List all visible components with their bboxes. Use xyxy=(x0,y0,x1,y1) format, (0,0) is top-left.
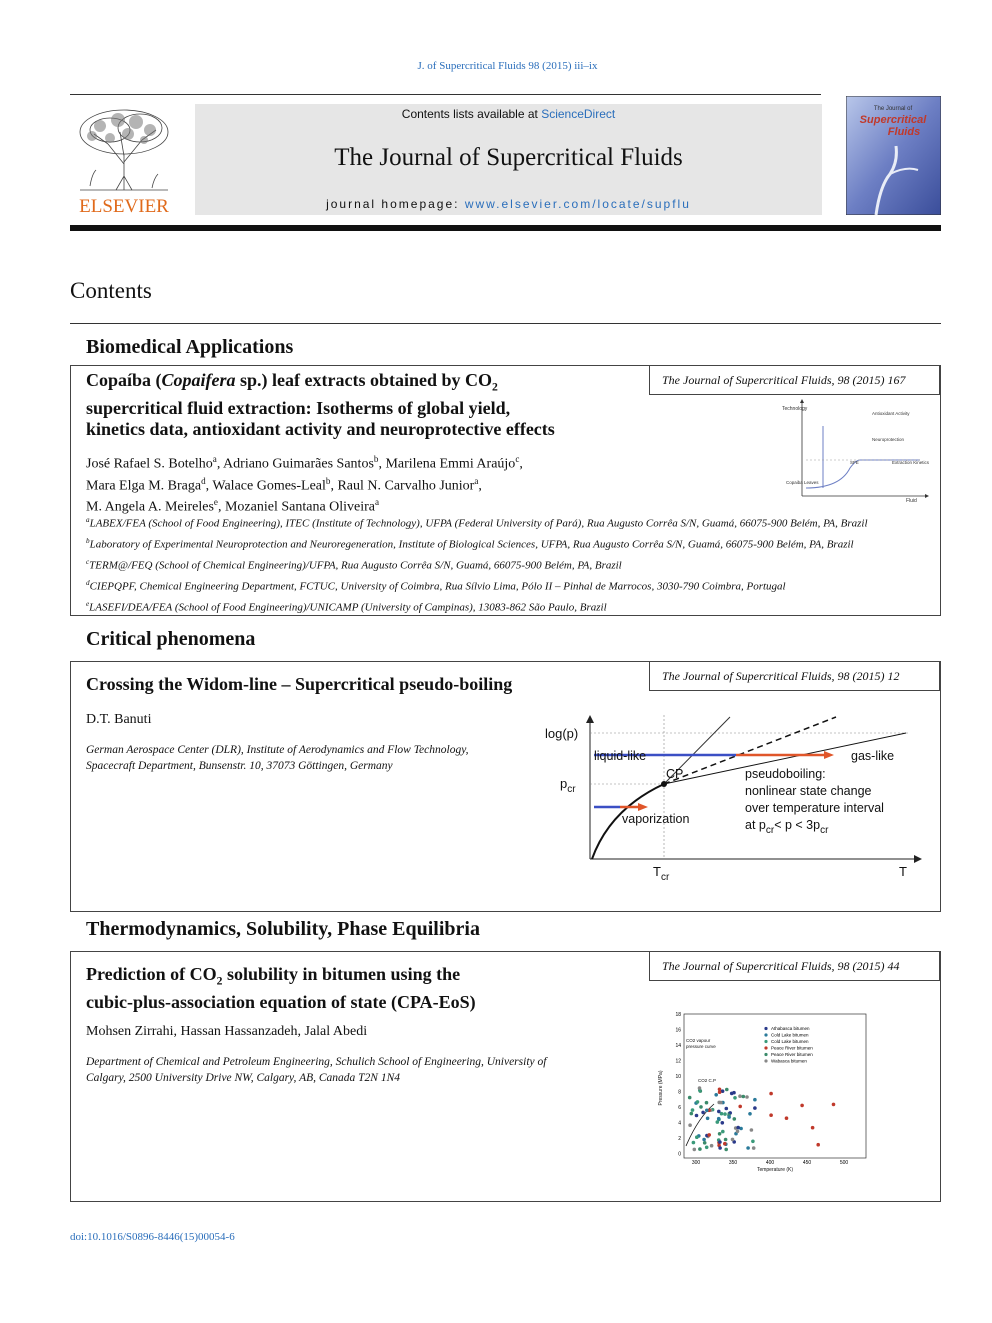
ga3-x-tick: 450 xyxy=(802,1160,812,1166)
ga3-data-point xyxy=(703,1141,707,1145)
article-title-bitumen[interactable] xyxy=(86,964,646,1013)
ga1-label-copaiba: Copaiba Leaves xyxy=(786,480,819,485)
affiliation-line: Spacecraft Department, Bunsenstr. 10, 37073 Göttingen, Germany xyxy=(86,760,393,772)
title-part: sp.) leaf extracts obtained by CO xyxy=(235,370,492,390)
ga3-data-point xyxy=(748,1112,752,1116)
title-italic: Copaifera xyxy=(161,370,236,390)
ga3-data-point xyxy=(752,1146,756,1150)
ga3-data-point xyxy=(718,1140,722,1144)
article-authors-copaiba: José Rafael S. Botelho$^a$, Adriano Guimarães Santos$^b$, Marilena Emmi Araújo$^c$, Mara Elga M. Braga$^d$, Walace Gomes-Leal$^b$, Raul N. Carvalho Junior$^a$, M. Angela A. Meireles$^e$, Mozaniel Santana Oliveira$^a$ xyxy=(86,454,523,515)
title-subscript: 2 xyxy=(492,380,498,394)
section-heading-thermo: Thermodynamics, Solubility, Phase Equilibria xyxy=(86,918,480,940)
article-title-copaiba[interactable] xyxy=(86,370,646,440)
ga3-data-point xyxy=(706,1117,710,1121)
publisher-name: ELSEVIER xyxy=(79,196,169,216)
affiliation-line: Department of Chemical and Petroleum Engineering, Schulich School of Engineering, University of xyxy=(86,1056,547,1068)
ga3-data-point xyxy=(695,1114,699,1118)
ga3-x-tick: 350 xyxy=(728,1160,738,1166)
ga3-y-tick: 12 xyxy=(675,1058,681,1065)
cover-image xyxy=(846,96,941,215)
ga3-data-point xyxy=(692,1141,696,1145)
ga3-legend-label: Cold Lake bitumen xyxy=(771,1039,809,1044)
ga3-data-point xyxy=(710,1144,714,1148)
ga3-data-point xyxy=(721,1121,725,1125)
ga3-legend-label: Athabasca bitumen xyxy=(771,1026,810,1031)
ga3-y-tick: 2 xyxy=(678,1136,681,1142)
affiliation-b: $^b$Laboratory of Experimental Neuroprotection and Neuroregeneration, Institute of Biological Sciences, UFPA, Rua Augusto Corrêa S/N, Guamá, 66075-900 Belém, PA, Brazil xyxy=(86,537,854,551)
ga3-data-point xyxy=(725,1107,729,1111)
title-subscript: 2 xyxy=(216,974,223,988)
ga3-data-point xyxy=(695,1135,699,1139)
ga3-legend-marker xyxy=(764,1040,767,1043)
ga3-data-point xyxy=(769,1092,773,1096)
affiliation-e: $^e$LASEFI/DEA/FEA (School of Food Engineering)/UNICAMP (University of Campinas), 13083-862 São Paulo, Brazil xyxy=(86,600,607,614)
ga2-pseudo-2: nonlinear state change xyxy=(745,784,872,798)
ga1-y-label: Technology xyxy=(782,406,808,412)
ga3-data-point xyxy=(721,1130,725,1134)
ga3-y-tick: 10 xyxy=(675,1074,681,1080)
ga3-data-point xyxy=(832,1103,836,1107)
title-line: cubic-plus-association equation of state (CPA-EoS) xyxy=(86,991,476,1012)
elsevier-logo[interactable] xyxy=(70,104,178,216)
ga3-data-point xyxy=(738,1105,742,1109)
ga3-data-point xyxy=(690,1112,694,1116)
ga3-data-point xyxy=(742,1095,746,1099)
ga3-data-point xyxy=(730,1092,734,1096)
ga2-pseudo-4: at $p_{cr}< p < 3p_{cr}$ xyxy=(745,818,829,836)
section-heading-critical: Critical phenomena xyxy=(86,628,256,650)
ga3-vapour-label-1: CO2 vapour xyxy=(686,1038,711,1043)
ga2-vaporization: vaporization xyxy=(622,812,690,826)
ga3-legend-marker xyxy=(764,1053,767,1056)
ga2-pseudo-3: over temperature interval xyxy=(745,801,884,815)
article-affiliation-bitumen xyxy=(86,1054,546,1086)
ga1-label-antioxidant: Antioxidant Activity xyxy=(872,411,910,416)
ga3-legend-label: Cold Lake bitumen xyxy=(771,1032,809,1038)
title-part: solubility in bitumen using the xyxy=(222,964,461,984)
ga3-data-point xyxy=(723,1112,727,1116)
ga3-y-label: Pressure (MPa) xyxy=(658,1070,664,1106)
ga3-y-tick: 6 xyxy=(678,1105,681,1111)
homepage-label: journal homepage: xyxy=(326,197,465,211)
ga3-data-point xyxy=(811,1126,815,1130)
graphical-abstract-diagram xyxy=(780,398,930,504)
article-citation-bitumen[interactable]: The Journal of Supercritical Fluids, 98 (2015) 44 xyxy=(649,951,940,981)
affiliation-line: German Aerospace Center (DLR), Institute of Aerodynamics and Flow Technology, xyxy=(86,744,469,756)
ga3-data-point xyxy=(746,1146,750,1150)
cover-title-main: Supercritical xyxy=(859,114,927,126)
ga3-data-point xyxy=(698,1147,702,1151)
ga3-data-point xyxy=(733,1117,737,1121)
ga3-data-point xyxy=(736,1126,740,1130)
ga3-data-point xyxy=(733,1096,737,1100)
header-rule xyxy=(70,94,821,95)
ga3-data-point xyxy=(696,1100,700,1104)
ga3-data-point xyxy=(745,1095,749,1099)
ga3-y-tick: 8 xyxy=(678,1089,681,1096)
ga2-pcr-label: $p_{cr}$ xyxy=(560,776,576,795)
title-line: supercritical fluid extraction: Isotherms of global yield, xyxy=(86,397,511,418)
author: M. Angela A. Meireles xyxy=(86,499,214,515)
page-title: Contents xyxy=(70,278,152,303)
journal-name: The Journal of Supercritical Fluids xyxy=(334,144,683,171)
ga3-data-point xyxy=(738,1094,742,1098)
ga3-legend-marker xyxy=(764,1033,767,1036)
ga3-data-point xyxy=(719,1101,723,1105)
ga3-data-point xyxy=(698,1086,702,1090)
homepage-link[interactable]: www.elsevier.com/locate/supflu xyxy=(464,197,691,211)
ga3-y-tick: 14 xyxy=(675,1043,681,1049)
affiliation-c: $^c$TERM@/FEQ (School of Chemical Engineering)/UFPA, Rua Augusto Corrêa S/N, Guamá, 66075-900 Belém, PA, Brazil xyxy=(86,558,622,572)
ga2-liquid-like: liquid-like xyxy=(594,749,647,763)
ga3-legend-marker xyxy=(764,1046,767,1049)
ga3-data-point xyxy=(751,1140,755,1144)
journal-cover[interactable] xyxy=(846,96,941,215)
doi-link[interactable]: doi:10.1016/S0896-8446(15)00054-6 xyxy=(70,1231,235,1243)
ga3-legend-label: Peace River bitumen xyxy=(771,1052,813,1057)
ga2-tcr-label: $T_{cr}$ xyxy=(653,864,670,883)
ga3-data-point xyxy=(718,1146,722,1150)
article-citation-copaiba[interactable]: The Journal of Supercritical Fluids, 98 (2015) 167 xyxy=(649,365,940,395)
ga3-y-tick: 18 xyxy=(675,1012,681,1018)
article-authors-bitumen: Mohsen Zirrahi, Hassan Hassanzadeh, Jalal Abedi xyxy=(86,1024,368,1039)
elsevier-tree-icon xyxy=(70,104,178,216)
ga3-x-tick: 400 xyxy=(765,1160,775,1166)
section-heading-biomedical: Biomedical Applications xyxy=(86,336,294,358)
ga3-data-point xyxy=(705,1146,709,1150)
ga3-data-point xyxy=(725,1088,729,1092)
ga1-label-extract: Extraction Kinetics xyxy=(892,460,930,465)
ga3-data-point xyxy=(705,1109,709,1113)
graphical-abstract-bitumen[interactable] xyxy=(656,1008,871,1178)
ga3-data-point xyxy=(691,1108,695,1112)
ga1-label-sfe: SFE xyxy=(850,460,859,465)
sciencedirect-link[interactable]: ScienceDirect xyxy=(541,107,616,121)
ga3-data-point xyxy=(693,1148,697,1152)
ga3-legend-label: Wabasca bitumen xyxy=(771,1058,807,1064)
affiliation-line: Calgary, 2500 University Drive NW, Calgary, AB, Canada T2N 1N4 xyxy=(86,1072,401,1084)
ga3-x-tick: 500 xyxy=(839,1160,849,1166)
ga2-x-label: T xyxy=(899,864,907,879)
ga3-data-point xyxy=(718,1090,722,1094)
contents-available-text: Contents lists available at xyxy=(401,107,542,121)
ga3-legend-label: Peace River bitumen xyxy=(771,1045,813,1051)
ga3-data-point xyxy=(716,1120,720,1124)
ga3-data-point xyxy=(714,1093,718,1097)
ga3-x-label: Temperature (K) xyxy=(756,1167,794,1173)
ga3-legend-marker xyxy=(764,1027,767,1030)
ga3-data-point xyxy=(750,1128,754,1132)
ga3-vapour-label-2: pressure curve xyxy=(686,1044,716,1049)
ga3-y-tick: 0 xyxy=(678,1151,681,1158)
ga3-legend-marker xyxy=(764,1059,767,1062)
ga3-data-point xyxy=(699,1105,703,1109)
article-affiliations-copaiba xyxy=(86,510,936,615)
ga1-label-neuro: Neuroprotection xyxy=(872,437,905,442)
article-title-widom[interactable]: Crossing the Widom-line – Supercritical pseudo-boiling xyxy=(86,674,513,694)
affiliation-a: $^a$LABEX/FEA (School of Food Engineering), ITEC (Institute of Technology), UFPA (Federal University of Pará), Rua Augusto Corrêa S/N, Guamá, 66075-900 Belém, PA, Brazil xyxy=(86,516,868,530)
title-line: kinetics data, antioxidant activity and neuroprotective effects xyxy=(86,418,555,439)
ga3-data-point xyxy=(736,1130,740,1134)
graphical-abstract-copaiba[interactable] xyxy=(780,398,930,504)
cover-title-top: The Journal of xyxy=(873,106,913,112)
header-thick-rule xyxy=(70,225,941,231)
ga3-data-point xyxy=(723,1142,727,1146)
cover-title-sub: Fluids xyxy=(887,126,921,138)
ga3-data-point xyxy=(800,1104,804,1108)
article-citation-widom[interactable]: The Journal of Supercritical Fluids, 98 (2015) 12 xyxy=(649,661,940,691)
ga3-data-point xyxy=(718,1132,722,1136)
contents-rule xyxy=(70,323,941,324)
ga3-data-point xyxy=(707,1133,711,1137)
ga3-y-tick: 16 xyxy=(675,1027,681,1034)
author: Mara Elga M. Braga xyxy=(86,478,202,494)
ga3-x-tick: 300 xyxy=(691,1160,701,1166)
ga3-data-point xyxy=(724,1138,728,1142)
title-part: Copaíba ( xyxy=(86,370,162,390)
author: José Rafael S. Botelho xyxy=(86,456,213,472)
ga3-y-tick: 4 xyxy=(678,1120,681,1127)
ga3-data-point xyxy=(688,1096,692,1100)
ga3-data-point xyxy=(724,1148,728,1152)
ga3-data-point xyxy=(769,1113,773,1117)
ga3-data-point xyxy=(753,1106,757,1110)
article-affiliation-widom xyxy=(86,742,469,774)
ga3-data-point xyxy=(727,1115,731,1119)
ga3-data-point xyxy=(688,1123,692,1127)
ga2-y-label: log(p) xyxy=(545,726,579,741)
solubility-scatter xyxy=(656,1008,871,1178)
ga3-data-point xyxy=(753,1098,757,1102)
title-part: Prediction of CO xyxy=(86,964,217,984)
ga3-data-point xyxy=(717,1110,721,1114)
ga2-cp: CP xyxy=(666,767,684,781)
ga3-data-point xyxy=(816,1143,820,1147)
graphical-abstract-widom[interactable] xyxy=(540,713,925,885)
ga2-gas-like: gas-like xyxy=(851,749,895,763)
ga3-data-point xyxy=(785,1116,789,1120)
phase-diagram xyxy=(540,713,925,885)
ga2-pseudo-1: pseudoboiling: xyxy=(745,767,826,781)
ga3-data-point xyxy=(705,1101,709,1105)
article-authors-widom: D.T. Banuti xyxy=(86,712,152,727)
ga3-data-point xyxy=(731,1138,735,1142)
journal-citation[interactable]: J. of Supercritical Fluids 98 (2015) iii–ix xyxy=(417,60,598,72)
ga3-cp-label: CO2 C.P xyxy=(698,1078,717,1083)
ga1-x-label: Fluid xyxy=(906,498,917,504)
ga3-data-point xyxy=(717,1117,721,1121)
ga3-data-point xyxy=(701,1111,705,1115)
contents-available xyxy=(195,107,822,121)
affiliation-d: $^d$CIEPQPF, Chemical Engineering Department, FCTUC, University of Coimbra, Rua Sílvio Lima, Pólo II – Pinhal de Marrocos, 3030-790 Coimbra, Portugal xyxy=(86,579,786,593)
journal-homepage xyxy=(195,197,822,211)
ga3-data-point xyxy=(702,1138,706,1142)
